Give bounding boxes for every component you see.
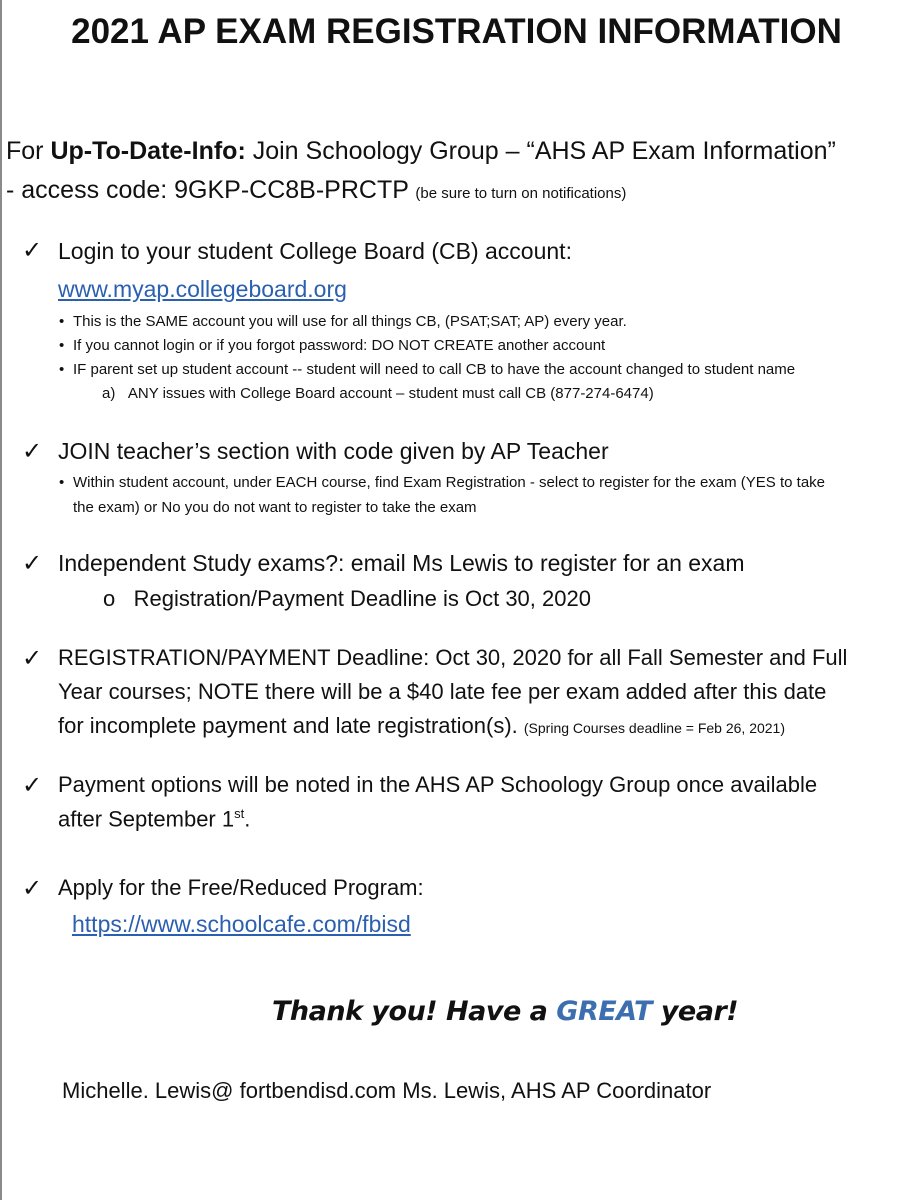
list-item: • Within student account, under EACH course, find Exam Registration - select to register for the exam (YES to take [59, 474, 826, 491]
check-icon: ✓ [22, 875, 43, 902]
footer-contact: Michelle. Lewis@ fortbendisd.com Ms. Lewis, AHS AP Coordinator [62, 1078, 712, 1103]
list-item: • If you cannot login or if you forgot password: DO NOT CREATE another account [59, 337, 606, 354]
item-independent-study-text: Independent Study exams?: email Ms Lewis to register for an exam [58, 550, 745, 576]
check-icon: ✓ [22, 237, 43, 264]
check-icon: ✓ [22, 772, 43, 799]
check-icon: ✓ [22, 645, 43, 672]
page-edge-rule [0, 0, 2, 1200]
item-join-text: JOIN teacher’s section with code given by AP Teacher [58, 438, 609, 464]
bullet-icon: • [59, 337, 65, 354]
circle-bullet-icon: o [103, 586, 116, 611]
intro-line-2 [6, 176, 626, 205]
schoolcafe-link[interactable]: https://www.schoolcafe.com/fbisd [72, 911, 411, 937]
bullet-icon: • [59, 313, 65, 330]
sub-list-item: a) ANY issues with College Board account – student must call CB (877-274-6474) [102, 385, 654, 402]
page-title: 2021 AP EXAM REGISTRATION INFORMATION [71, 12, 842, 51]
ordinal-suffix: st [234, 806, 245, 821]
intro-line-1 [6, 137, 836, 166]
bullet-icon: • [59, 474, 65, 491]
intro-prefix: For [6, 137, 51, 165]
check-icon: ✓ [22, 550, 43, 577]
item-payment-line-1: Payment options will be noted in the AHS AP Schoology Group once available [58, 772, 818, 797]
list-item: • This is the SAME account you will use for all things CB, (PSAT;SAT; AP) every year. [59, 313, 627, 330]
list-item-continuation: the exam) or No you do not want to register to take the exam [73, 499, 477, 516]
item-deadline-line-2: Year courses; NOTE there will be a $40 late fee per exam added after this date [58, 679, 827, 704]
check-icon: ✓ [22, 438, 43, 465]
notifications-note: (be sure to turn on notifications) [415, 185, 627, 202]
great-word: GREAT [556, 996, 652, 1027]
item-free-reduced-text: Apply for the Free/Reduced Program: [58, 875, 424, 900]
thank-you-message: Thank you! Have a GREAT year! [272, 996, 739, 1027]
item-login-text: Login to your student College Board (CB) account: [58, 238, 572, 264]
bullet-icon: • [59, 361, 65, 378]
sub-marker: a) [102, 385, 116, 402]
item-payment-line-2: after September 1st. [58, 806, 251, 832]
access-code-text: - access code: 9GKP-CC8B-PRCTP [6, 176, 416, 204]
spring-deadline-note: (Spring Courses deadline = Feb 26, 2021) [523, 720, 785, 736]
intro-bold-label: Up-To-Date-Info: [50, 137, 246, 165]
list-item: • IF parent set up student account -- student will need to call CB to have the account changed to student name [59, 361, 796, 378]
intro-group-text: Join Schoology Group – “AHS AP Exam Information” [245, 137, 836, 165]
circle-sub-item: o Registration/Payment Deadline is Oct 30, 2020 [103, 586, 591, 611]
collegeboard-link[interactable]: www.myap.collegeboard.org [58, 276, 347, 302]
item-deadline-line-3: for incomplete payment and late registration(s). (Spring Courses deadline = Feb 26, 2021) [58, 713, 785, 738]
item-deadline-line-1: REGISTRATION/PAYMENT Deadline: Oct 30, 2020 for all Fall Semester and Full [58, 645, 848, 670]
